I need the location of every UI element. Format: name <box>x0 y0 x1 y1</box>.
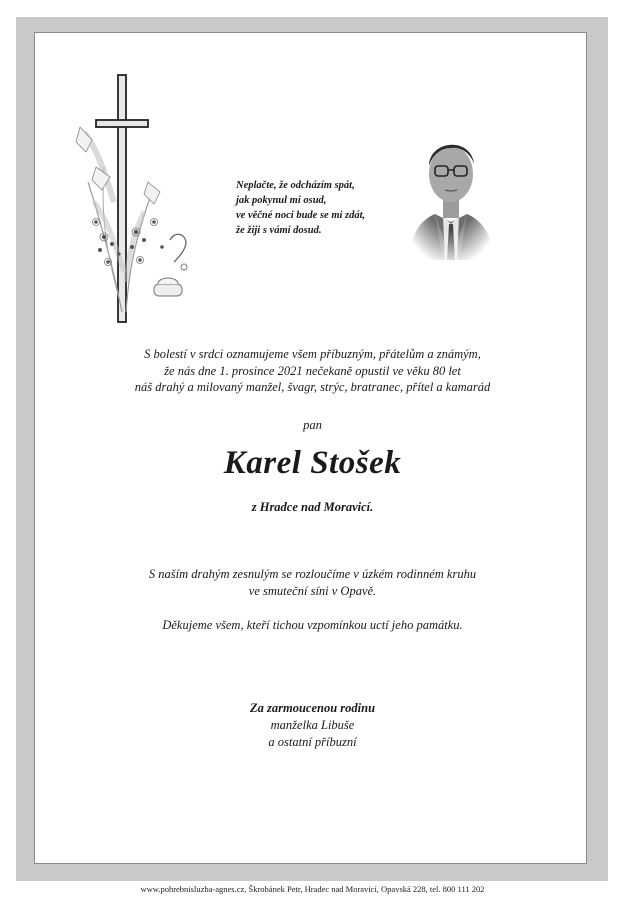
thanks-text: Děkujeme všem, kteří tichou vzpomínkou uctí jeho památku. <box>162 618 463 632</box>
poem-line: ve věčné noci bude se mi zdát, <box>236 210 366 221</box>
signature-lead: Za zarmoucenou rodinu <box>249 701 376 715</box>
poem-line: že žiji s vámi dosud. <box>236 225 322 236</box>
poem-line: Neplačte, že odcházím spát, <box>236 180 355 191</box>
poem <box>236 178 406 238</box>
announcement-line: že nás dne 1. prosince 2021 nečekaně opustil ve věku 80 let <box>164 363 461 378</box>
farewell-text <box>40 566 585 600</box>
deceased-name: Karel Stošek <box>223 445 402 481</box>
honorific: pan <box>303 418 322 432</box>
signature-line: a ostatní příbuzní <box>268 735 357 749</box>
footer-contact: www.pohrebnisluzba-agnes.cz, Škrobánek Petr, Hradec nad Moravicí, Opavská 228, tel. 800 111 202 <box>140 884 485 894</box>
announcement-text <box>40 346 585 396</box>
farewell-line: S naším drahým zesnulým se rozloučíme v úzkém rodinném kruhu <box>148 567 477 581</box>
announcement-line: S bolestí v srdci oznamujeme všem příbuzným, přátelům a známým, <box>144 347 481 361</box>
poem-line: jak pokynul mi osud, <box>236 195 327 206</box>
origin-place: z Hradce nad Moravicí. <box>251 500 374 514</box>
portrait-photo <box>405 122 497 260</box>
cross-with-flowers-icon <box>74 72 204 327</box>
farewell-line: ve smuteční síni v Opavě. <box>248 584 377 598</box>
signature-line: manželka Libuše <box>270 718 355 732</box>
announcement-line: náš drahý a milovaný manžel, švagr, strýc, bratranec, přítel a kamarád <box>134 380 491 394</box>
signature-block <box>40 700 585 751</box>
